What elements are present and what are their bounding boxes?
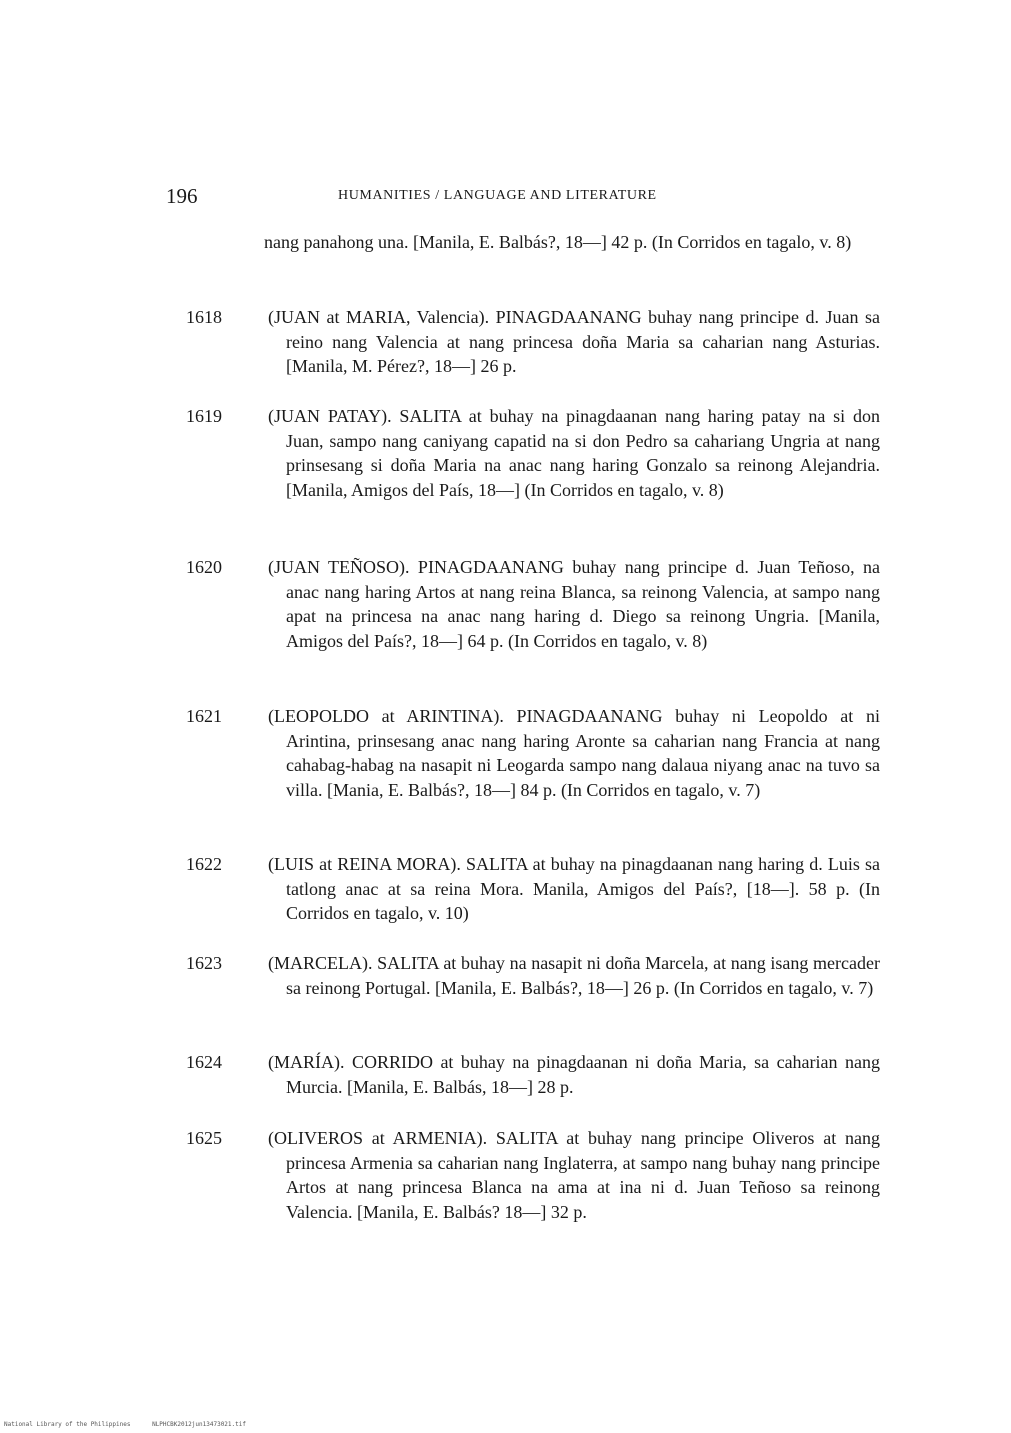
entry-1618 bbox=[186, 305, 886, 379]
entry-text: (LUIS at REINA MORA). SALITA at buhay na pinagdaanan nang haring d. Luis sa tatlong anac at sa reina Mora. Manila, Amigos del País?, [18—]. 58 p. (In Corridos en tagalo, v. 10) bbox=[268, 854, 880, 923]
entry-number: 1618 bbox=[186, 307, 222, 327]
running-head: HUMANITIES / LANGUAGE AND LITERATURE bbox=[338, 188, 657, 203]
entry-number: 1621 bbox=[186, 706, 222, 726]
entry-text: (MARCELA). SALITA at buhay na nasapit ni doña Marcela, at nang isang mercader sa reinong Portugal. [Manila, E. Balbás?, 18—] 26 p. (In Corridos en tagalo, v. 7) bbox=[268, 953, 880, 998]
entry-text: (OLIVEROS at ARMENIA). SALITA at buhay nang principe Oliveros at nang princesa Armenia sa caharian nang Inglaterra, at sampo nang buhay nang principe Artos at nang princesa Blanca na ama at ina ni d. Juan Teñoso sa reinong Valencia. [Manila, E. Balbás? 18—] 32 p. bbox=[268, 1128, 880, 1222]
footer-filename: NLPHCBK2012jun13473021.tif bbox=[152, 1421, 246, 1428]
entry-number: 1625 bbox=[186, 1128, 222, 1148]
entry-number: 1623 bbox=[186, 953, 222, 973]
entry-1625 bbox=[186, 1126, 886, 1224]
entry-1622 bbox=[186, 852, 886, 926]
entry-number: 1619 bbox=[186, 406, 222, 426]
entry-number: 1622 bbox=[186, 854, 222, 874]
entry-text: (JUAN TEÑOSO). PINAGDAANANG buhay nang principe d. Juan Teñoso, na anac nang haring Artos at nang reina Blanca, sa reinong Valencia, at sampo nang apat na princesa na anac nang haring d. Diego sa reinong Ungria. [Manila, Amigos del País?, 18—] 64 p. (In Corridos en tagalo, v. 8) bbox=[268, 557, 880, 651]
entry-number: 1620 bbox=[186, 557, 222, 577]
entry-text: (LEOPOLDO at ARINTINA). PINAGDAANANG buhay ni Leopoldo at ni Arintina, prinsesang anac nang haring Aronte sa caharian nang Francia at nang cahabag-habag na nasapit ni Leogarda sampo nang dalaua niyang anac na tuvo sa villa. [Mania, E. Balbás?, 18—] 84 p. (In Corridos en tagalo, v. 7) bbox=[268, 706, 880, 800]
footer-source: National Library of the Philippines bbox=[4, 1421, 131, 1428]
entry-1621 bbox=[186, 704, 886, 802]
entry-text: (JUAN at MARIA, Valencia). PINAGDAANANG buhay nang principe d. Juan sa reino nang Valencia at nang princesa doña Maria sa caharian nang Asturias. [Manila, M. Pérez?, 18—] 26 p. bbox=[268, 307, 880, 376]
continuation-text: nang panahong una. [Manila, E. Balbás?, 18—] 42 p. (In Corridos en tagalo, v. 8) bbox=[264, 232, 852, 252]
entry-1620 bbox=[186, 555, 886, 653]
entry-1619 bbox=[186, 404, 886, 502]
entry-1623 bbox=[186, 951, 886, 1000]
entry-text: (JUAN PATAY). SALITA at buhay na pinagdaanan nang haring patay na si don Juan, sampo nang caniyang capatid na si don Pedro sa cahariang Ungria at nang prinsesang si doña Maria na anac nang haring Gonzalo sa reinong Alejandria. [Manila, Amigos del País, 18—] (In Corridos en tagalo, v. 8) bbox=[268, 406, 880, 500]
entry-number: 1624 bbox=[186, 1052, 222, 1072]
entry-text: (MARÍA). CORRIDO at buhay na pinagdaanan ni doña Maria, sa caharian nang Murcia. [Manila, E. Balbás, 18—] 28 p. bbox=[268, 1052, 880, 1097]
scan-footer bbox=[4, 1421, 264, 1428]
page-number: 196 bbox=[166, 184, 198, 208]
entry-1624 bbox=[186, 1050, 886, 1099]
